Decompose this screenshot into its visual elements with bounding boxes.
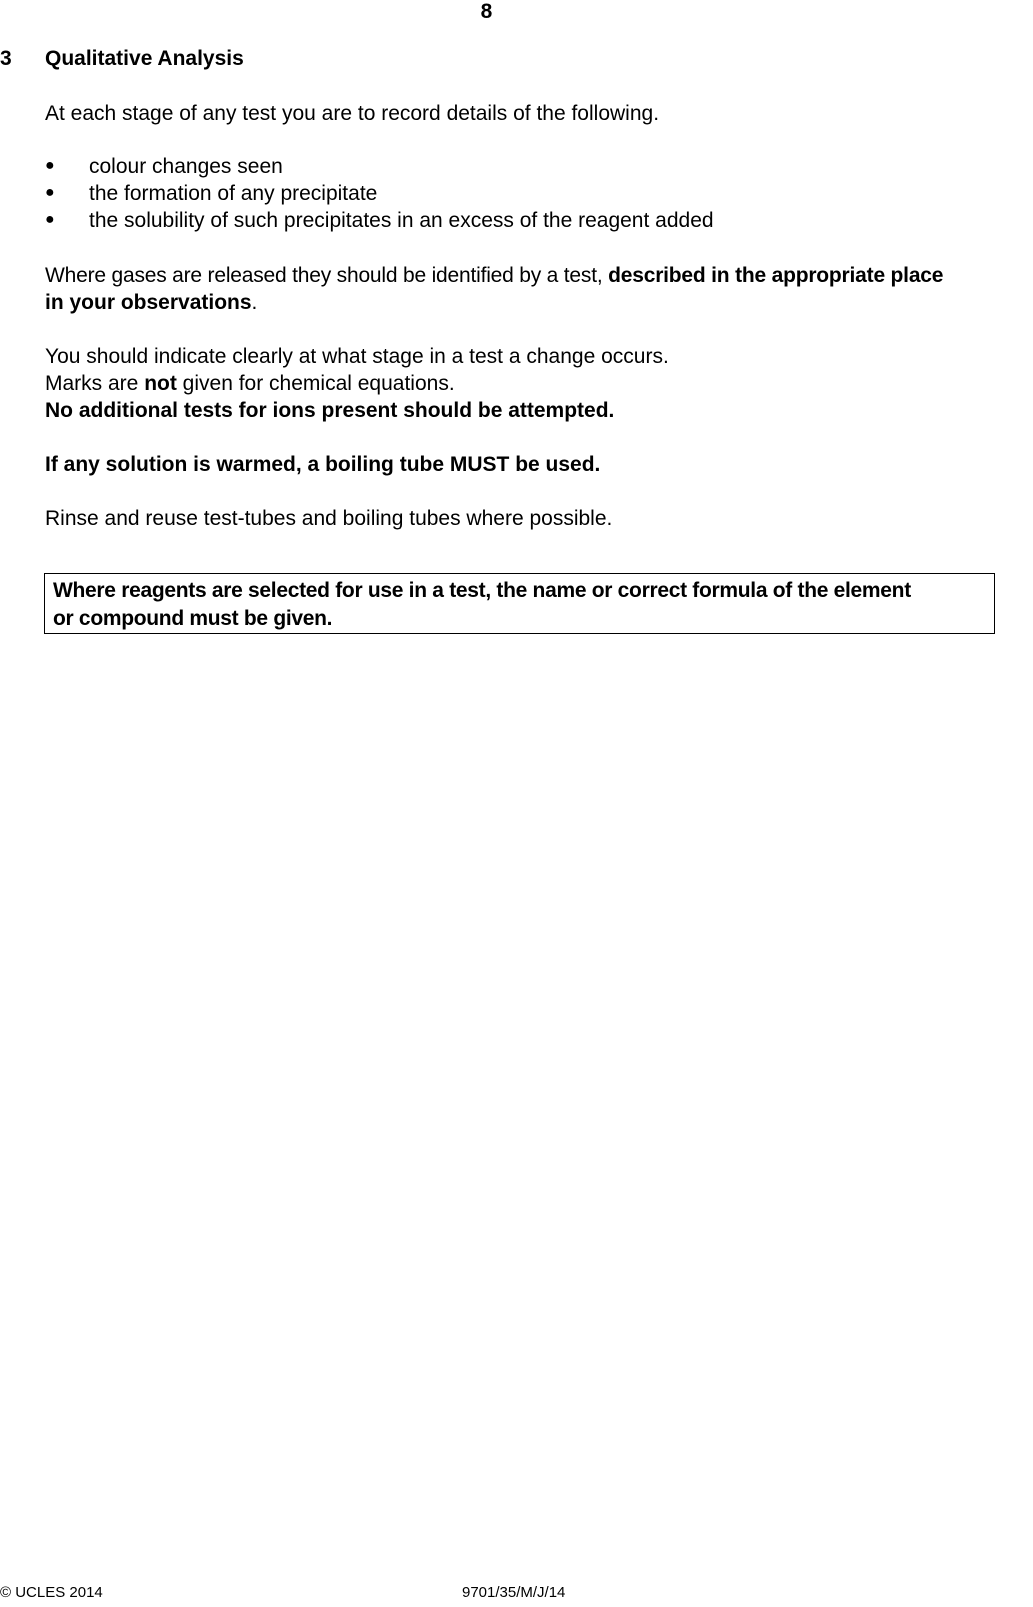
gases-paragraph-line1 [45, 264, 943, 288]
question-number: 3 [0, 47, 12, 70]
footer-code: 9701/35/M/J/14 [462, 1584, 566, 1601]
list-item [45, 157, 55, 175]
list-item-text: the solubility of such precipitates in an excess of the reagent added [89, 209, 714, 232]
footer-copyright: © UCLES 2014 [0, 1584, 103, 1601]
list-item-text: the formation of any precipitate [89, 182, 378, 205]
instruction-line1: You should indicate clearly at what stage in a test a change occurs. [45, 345, 669, 368]
instruction-line2 [45, 372, 455, 396]
rinse-text: Rinse and reuse test-tubes and boiling tubes where possible. [45, 507, 613, 530]
callout-box [44, 573, 995, 634]
bullet-icon: ● [45, 211, 55, 228]
list-item-text: colour changes seen [89, 155, 283, 178]
instruction-line2-bold: not [144, 372, 177, 395]
intro-text: At each stage of any test you are to record details of the following. [45, 102, 660, 125]
instruction-line2-prefix: Marks are [45, 372, 145, 395]
instruction-line2-suffix: given for chemical equations. [176, 372, 455, 395]
gases-paragraph-line2 [45, 291, 257, 315]
instruction-line3: No additional tests for ions present should be attempted. [45, 399, 615, 422]
gases-emphasis: described in the appropriate place [608, 264, 944, 287]
callout-line1: Where reagents are selected for use in a test, the name or correct formula of the element [53, 579, 911, 602]
page-number: 8 [480, 0, 493, 23]
gases-suffix: . [251, 291, 258, 314]
warning-text: If any solution is warmed, a boiling tube MUST be used. [45, 453, 601, 476]
callout-line2: or compound must be given. [53, 607, 333, 630]
list-item [45, 184, 55, 202]
question-title: Qualitative Analysis [45, 47, 244, 70]
bullet-icon: ● [45, 184, 55, 201]
bullet-icon: ● [45, 157, 55, 174]
callout-text [53, 577, 993, 633]
gases-prefix: Where gases are released they should be identified by a test, [45, 264, 609, 287]
list-item [45, 211, 55, 229]
gases-emphasis-2: in your observations [45, 291, 252, 314]
